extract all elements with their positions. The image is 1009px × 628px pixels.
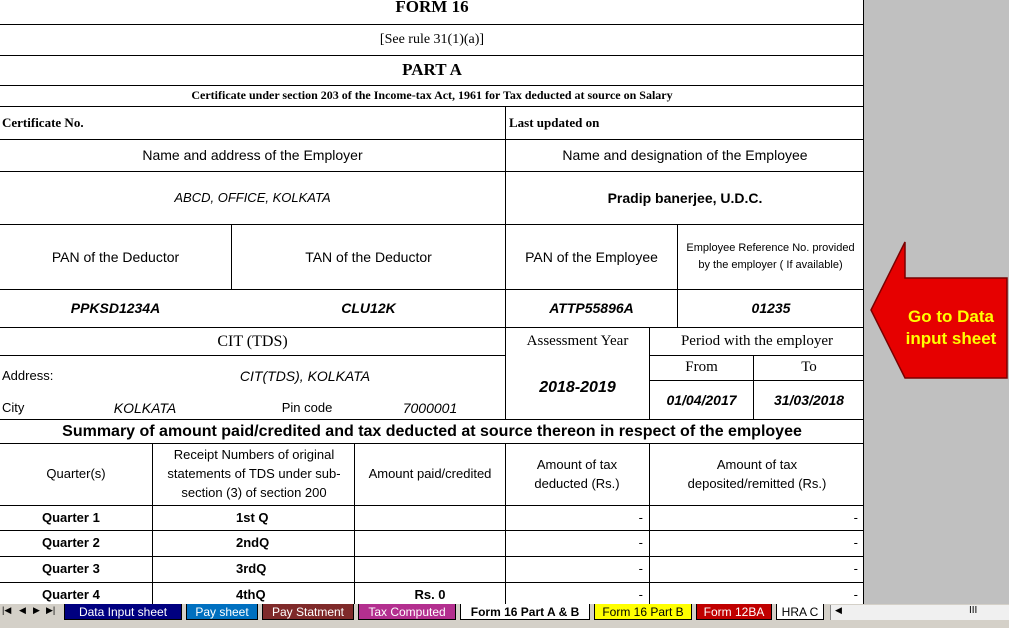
tan-deductor-value[interactable]: CLU12K bbox=[341, 300, 396, 317]
next-sheet-icon[interactable]: ▶ bbox=[33, 605, 40, 615]
col-amount-header: Amount paid/credited bbox=[368, 466, 492, 482]
tab-form-12ba[interactable]: Form 12BA bbox=[696, 604, 772, 620]
tab-data-input-sheet[interactable]: Data Input sheet bbox=[64, 604, 182, 620]
sheet-tab-bar bbox=[0, 604, 1009, 628]
tab-pay-sheet[interactable]: Pay sheet bbox=[186, 604, 258, 620]
tax-deposited-cell[interactable]: - bbox=[853, 561, 858, 577]
horizontal-scrollbar[interactable] bbox=[830, 605, 1009, 620]
pan-employee-value[interactable]: ATTP55896A bbox=[549, 300, 634, 317]
tab-tax-computed[interactable]: Tax Computed bbox=[358, 604, 456, 620]
col-tax-deposited-header: Amount of tax deposited/remitted (Rs.) bbox=[687, 456, 827, 491]
address-value[interactable]: CIT(TDS), KOLKATA bbox=[239, 367, 371, 384]
form-title: FORM 16 bbox=[395, 0, 469, 16]
pan-deductor-label: PAN of the Deductor bbox=[51, 248, 180, 265]
pan-deductor-value[interactable]: PPKSD1234A bbox=[70, 300, 161, 317]
city-value[interactable]: KOLKATA bbox=[113, 399, 177, 416]
receipt-cell[interactable]: 1st Q bbox=[236, 509, 269, 525]
col-tax-deducted-header: Amount of tax deducted (Rs.) bbox=[534, 456, 620, 491]
pincode-value[interactable]: 7000001 bbox=[402, 399, 458, 416]
receipt-cell[interactable]: 4thQ bbox=[236, 586, 266, 602]
tax-deposited-cell[interactable]: - bbox=[853, 509, 858, 525]
tax-deducted-cell[interactable]: - bbox=[638, 509, 643, 525]
employee-ref-label: Employee Reference No. provided by the employer ( If available) bbox=[686, 241, 855, 271]
callout-text: Go to Data input sheet bbox=[905, 306, 997, 348]
amount-cell[interactable] bbox=[355, 531, 505, 556]
amount-cell[interactable] bbox=[355, 557, 505, 582]
employee-ref-value[interactable]: 01235 bbox=[751, 300, 791, 317]
first-sheet-icon[interactable]: |◀ bbox=[2, 605, 12, 615]
period-label: Period with the employer bbox=[680, 332, 834, 349]
tax-deducted-cell[interactable]: - bbox=[638, 535, 643, 551]
tax-deducted-cell[interactable]: - bbox=[638, 561, 643, 577]
certificate-caption: Certificate under section 203 of the Income-tax Act, 1961 for Tax deducted at source on Salary bbox=[191, 88, 673, 103]
summary-title: Summary of amount paid/credited and tax deducted at source thereon in respect of the employee bbox=[62, 422, 802, 440]
quarter-cell: Quarter 1 bbox=[42, 509, 100, 525]
rule-reference: [See rule 31(1)(a)] bbox=[379, 31, 485, 47]
pincode-label: Pin code bbox=[281, 399, 333, 415]
scroll-grip[interactable]: III bbox=[969, 605, 978, 616]
pan-employee-label: PAN of the Employee bbox=[525, 248, 658, 265]
to-label: To bbox=[801, 359, 817, 376]
tax-deposited-cell[interactable]: - bbox=[853, 586, 858, 602]
assessment-year-label: Assessment Year bbox=[526, 332, 629, 349]
col-receipt-header: Receipt Numbers of original statements of TDS under sub-section (3) of section 200 bbox=[167, 447, 341, 500]
employer-value[interactable]: ABCD, OFFICE, KOLKATA bbox=[174, 189, 331, 205]
receipt-cell[interactable]: 3rdQ bbox=[236, 561, 267, 577]
certificate-no-label: Certificate No. bbox=[2, 114, 84, 130]
amount-cell[interactable] bbox=[355, 506, 505, 530]
scroll-left-icon[interactable]: ◀ bbox=[835, 605, 842, 615]
quarter-cell: Quarter 2 bbox=[42, 535, 100, 551]
employer-header: Name and address of the Employer bbox=[142, 147, 363, 164]
tab-form16-part-b[interactable]: Form 16 Part B bbox=[594, 604, 692, 620]
from-value[interactable]: 01/04/2017 bbox=[666, 391, 737, 408]
quarter-cell: Quarter 3 bbox=[42, 561, 100, 577]
employee-value[interactable]: Pradip banerjee, U.D.C. bbox=[607, 189, 763, 206]
tax-deducted-cell[interactable]: - bbox=[638, 586, 643, 602]
receipt-cell[interactable]: 2ndQ bbox=[236, 535, 270, 551]
tax-deposited-cell[interactable]: - bbox=[853, 535, 858, 551]
col-quarter-header: Quarter(s) bbox=[46, 466, 106, 482]
assessment-year-value[interactable]: 2018-2019 bbox=[539, 378, 616, 396]
last-updated-label: Last updated on bbox=[509, 114, 600, 130]
go-to-data-input-arrow-button[interactable] bbox=[869, 240, 1009, 380]
employee-header: Name and designation of the Employee bbox=[562, 147, 808, 164]
prev-sheet-icon[interactable]: ◀ bbox=[19, 605, 26, 615]
from-label: From bbox=[685, 359, 718, 376]
tab-hra-c[interactable]: HRA C bbox=[776, 604, 824, 620]
cit-tds-label: CIT (TDS) bbox=[217, 332, 288, 350]
city-label: City bbox=[2, 399, 25, 415]
amount-cell[interactable]: Rs. 0 bbox=[414, 586, 446, 602]
last-sheet-icon[interactable]: ▶| bbox=[46, 605, 56, 615]
part-title: PART A bbox=[402, 60, 462, 80]
tab-form16-part-a-b[interactable]: Form 16 Part A & B bbox=[460, 604, 590, 620]
to-value[interactable]: 31/03/2018 bbox=[773, 391, 845, 408]
tab-pay-statment[interactable]: Pay Statment bbox=[262, 604, 354, 620]
quarter-cell: Quarter 4 bbox=[42, 586, 100, 602]
tan-deductor-label: TAN of the Deductor bbox=[305, 248, 432, 265]
address-label: Address: bbox=[2, 367, 54, 383]
